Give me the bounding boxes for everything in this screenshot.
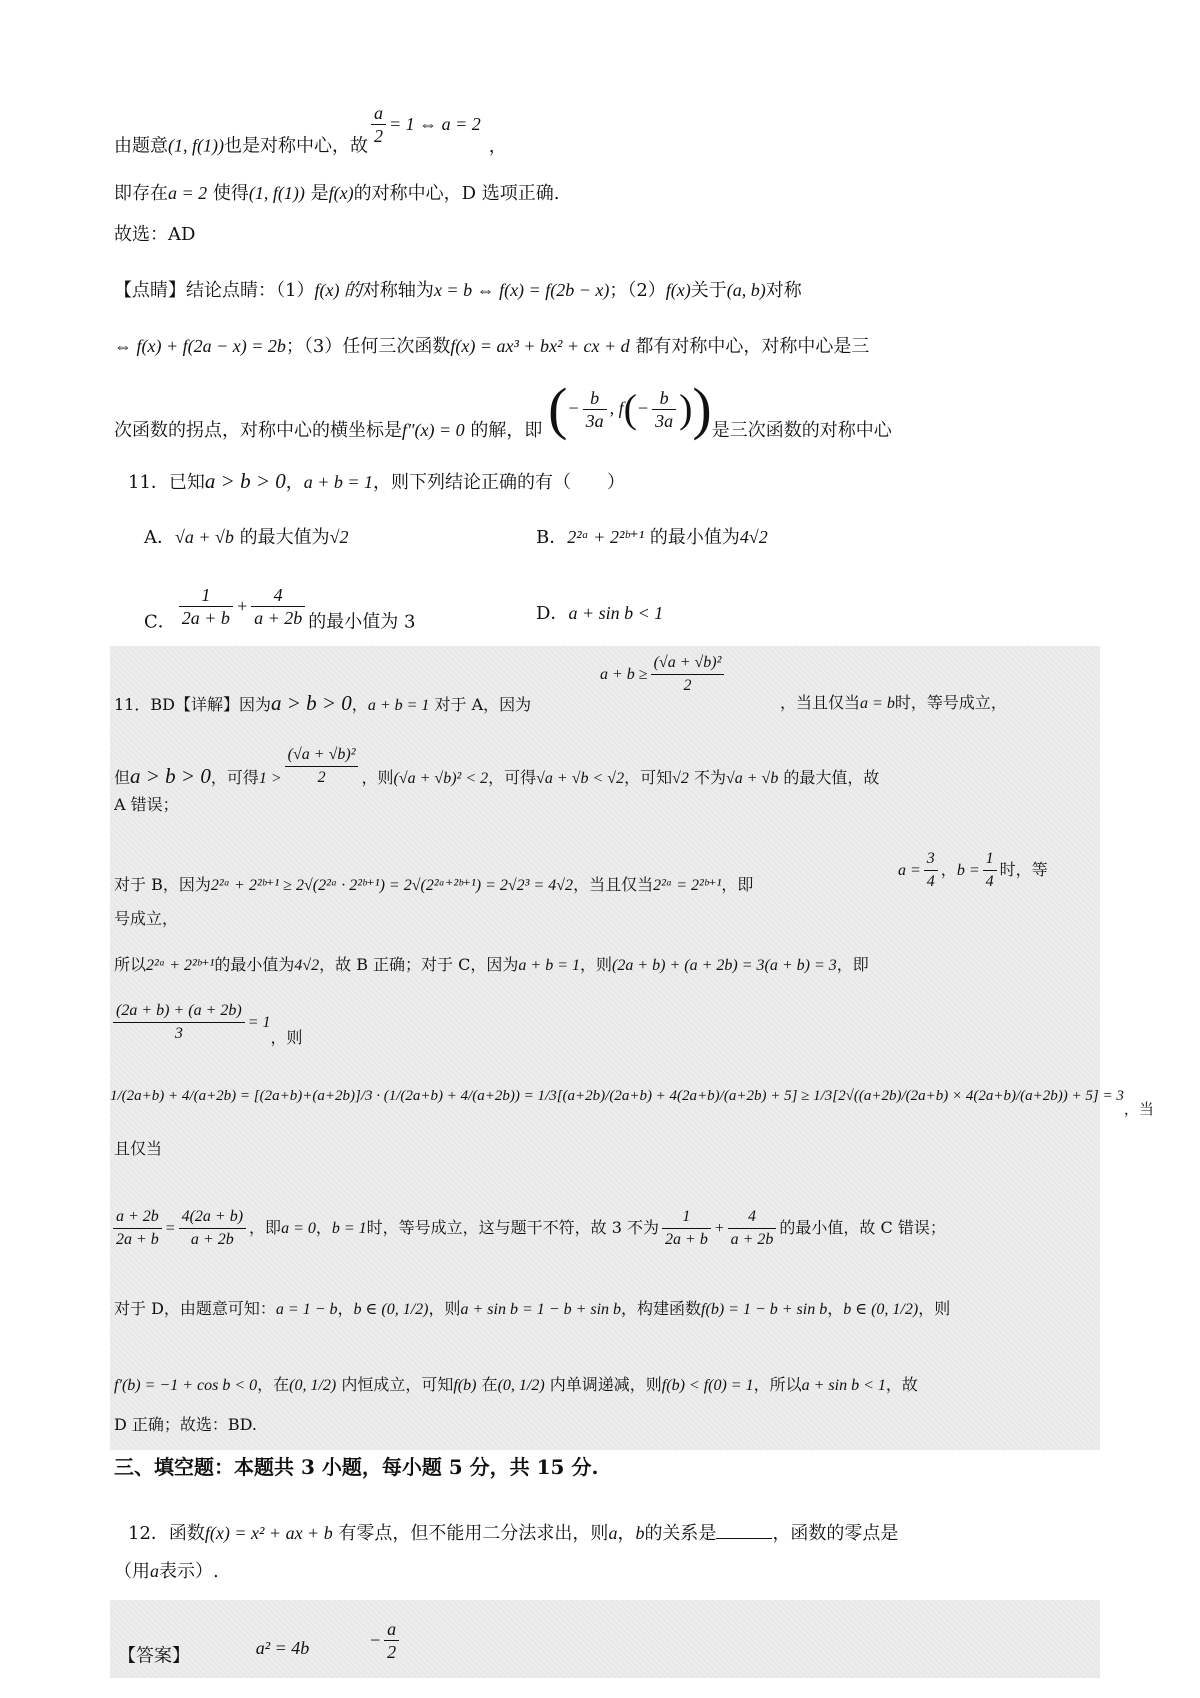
text: 对称轴为 [361, 280, 434, 301]
math: f(x) = x² + ax + b [204, 1523, 333, 1543]
text: 的最小值，故 C 错误； [779, 1218, 946, 1237]
math: a [150, 1561, 159, 1581]
text: 且仅当 [114, 1139, 163, 1158]
math: f″(x) = 0 [402, 420, 465, 440]
text: ，则 [361, 768, 394, 787]
math: a > b > 0 [204, 469, 286, 493]
text: ，即 [721, 875, 754, 894]
text: 在 [481, 1375, 498, 1394]
math: (1, f(1)) [168, 135, 224, 156]
math: a + sin b < 1 [568, 603, 664, 623]
solution-line [114, 906, 178, 932]
text: 的对称中心，D 选项正确. [353, 183, 560, 204]
text: ，可知 [624, 768, 673, 787]
solution-line: a + b ≥ $\frac{\text{(√a + √b)²}}{2}$ [600, 652, 727, 697]
text: ，即 [249, 1218, 282, 1237]
text: ， [827, 1299, 844, 1318]
text: 【点睛】结论点睛：（1） [114, 280, 315, 301]
math: (√a + √b)² < 2 [393, 770, 489, 787]
text: ；（3）任何三次函数 [285, 336, 451, 357]
text: 时，等号成立， [894, 693, 1007, 712]
math: (2a + b) + (a + 2b) = 3(a + b) = 3 [612, 957, 837, 974]
math: 1 > [258, 770, 282, 787]
text: D 正确；故选：BD. [114, 1415, 258, 1434]
answer-value: − [369, 1629, 382, 1650]
text: 次函数的拐点，对称中心的横坐标是 [114, 420, 402, 441]
solution-line: $\frac{(2a + b) + (a + 2b)}{3}$ = 1，则 [110, 1000, 303, 1045]
text: 对于 D，由题意可知： [114, 1299, 276, 1318]
text: 使得 [212, 183, 249, 204]
text: ， [940, 860, 957, 879]
math: b ∈ (0, 1/2) [843, 1301, 919, 1318]
text: ；（2） [609, 280, 666, 301]
math: a > b > 0 [270, 691, 352, 715]
text: 时，等 [999, 860, 1048, 879]
section-title: 三、填空题：本题共 3 小题，每小题 5 分，共 15 分. [114, 1455, 599, 1479]
text: 关于 [690, 280, 727, 301]
math: f(b) = 1 − b + sin b [701, 1301, 828, 1318]
text: 的关系是 [644, 1523, 717, 1544]
math: a = 0 [281, 1220, 316, 1237]
text: ，即 [836, 955, 869, 974]
text: 的最大值为 [239, 527, 330, 548]
text: ， [351, 695, 368, 714]
math: a + sin b < 1 [801, 1377, 886, 1394]
math: a = b [860, 695, 895, 712]
math: f(x) [665, 280, 691, 300]
option-label: B． [536, 527, 568, 548]
text: 时，等号成立，这与题干不符，故 3 不为 [366, 1218, 660, 1237]
text: 内恒成立，可知 [341, 1375, 454, 1394]
text: ，当 [1123, 1100, 1154, 1118]
math: a + b = 1 [518, 957, 580, 974]
text: 由题意 [114, 135, 168, 157]
text: 12．函数 [128, 1523, 205, 1544]
math: f(x) = ax³ + bx² + cx + d [450, 336, 630, 356]
math: (a, b) [726, 280, 766, 300]
answer-blank[interactable] [716, 1538, 772, 1539]
math: ⇔ f(x) + f(2a − x) = 2b [114, 336, 286, 356]
answer-fraction: $\frac{a}{2}$ [384, 1618, 399, 1663]
question-11 [128, 468, 625, 496]
solution-line [114, 1296, 950, 1323]
solution-line [780, 690, 1007, 717]
math: f′(b) = −1 + cos b < 0 [114, 1377, 258, 1394]
text-line [114, 376, 892, 460]
math: a > b > 0 [130, 764, 211, 788]
text: ，则 [270, 1028, 303, 1047]
math: (0, 1/2) [497, 1377, 545, 1394]
text: （用 [114, 1561, 150, 1582]
text: 的最小值为 [214, 955, 295, 974]
option-label: A． [144, 527, 175, 548]
text: ，则 [428, 1299, 461, 1318]
math: 2²ᵃ + 2²ᵇ⁺¹ [146, 957, 215, 974]
solution-line: a = $\frac{3}{4}$ ，b = $\frac{1}{4}$ 时，等 [898, 850, 1048, 890]
math: a = 1 − b [275, 1301, 338, 1318]
math: b ∈ (0, 1/2) [353, 1301, 429, 1318]
solution-line: $\frac{a + 2b}{2a + b}$ = $\frac{4(2a + b)}{a + 2b}$ ，即a = 0，b = 1时，等号成立，这与题干不符，故 3 不为 $\frac{1}{2a + b}$ + $\frac{4}{a + 2b}$ 的最小值，故 C 错误； [110, 1206, 946, 1251]
math: = 1 ⇔ a = 2 [388, 113, 481, 134]
solution-line [114, 1412, 257, 1438]
math: 2²ᵃ = 2²ᵇ⁺¹ [653, 877, 722, 894]
math: a + sin b = 1 − b + sin b [460, 1301, 622, 1318]
math: 4√2 [294, 957, 320, 974]
solution-line [114, 872, 753, 899]
solution-line [114, 952, 869, 979]
math: a + b = 1 [303, 472, 374, 492]
section-heading [114, 1452, 598, 1482]
text: ，则下列结论正确的有（ ） [373, 472, 626, 493]
text: 的最大值，故 [783, 768, 880, 787]
math: f(x) 的 [314, 280, 362, 300]
answer-value: a² = 4b [255, 1637, 310, 1658]
symmetry-center-formula: (− $\frac{b}{3a}$ , f(− $\frac{b}{3a}$ )) [548, 376, 712, 441]
text: 11．已知 [128, 472, 205, 493]
text: ，则 [579, 955, 612, 974]
text: ， [617, 1523, 636, 1544]
text: 所以 [114, 955, 147, 974]
text: ，则 [918, 1299, 951, 1318]
text-line [114, 103, 507, 169]
math: = 1 [247, 1014, 271, 1031]
question-12 [128, 1520, 898, 1547]
solution-line [110, 1082, 1154, 1118]
text-line [114, 180, 559, 207]
solution-line: 但a > b > 0，可得1 > $\frac{\text{(√a + √b)²}}{2}$ ，则(√a + √b)² < 2，可得√a + √b < √2，可知√2 不为√a + √b 的最大值，故 [114, 746, 880, 788]
solution-line [114, 690, 531, 719]
text: 有零点，但不能用二分法求出，则 [338, 1523, 609, 1544]
text-line [114, 277, 802, 304]
text: 对称 [765, 280, 802, 301]
text-line [114, 222, 195, 248]
text: 也是对称中心，故 [223, 135, 368, 157]
text: 故选：AD [114, 224, 196, 245]
solution-line [114, 792, 179, 818]
text: 的最小值为 3 [308, 611, 416, 633]
math: b [635, 1523, 645, 1543]
fraction: $\frac{a}{2}$ [371, 102, 386, 147]
option-c: C． $\frac{1}{2a + b}$ + $\frac{4}{a + 2b}$ 的最小值为 3 [144, 585, 416, 633]
math: a [608, 1523, 618, 1543]
math: 2²ᵃ + 2²ᵇ⁺¹ [567, 527, 645, 547]
math: 2²ᵃ + 2²ᵇ⁺¹ ≥ 2√(2²ᵃ · 2²ᵇ⁺¹) = 2√(2²ᵃ⁺²ᵇ⁺¹) = 2√2³ = 4√2 [210, 877, 574, 894]
option-label: D． [536, 603, 569, 624]
option-d [536, 600, 663, 627]
text: 不为 [693, 768, 726, 787]
math: a = 2 [168, 183, 208, 203]
text: 是 [310, 183, 329, 204]
text: 的解，即 [470, 420, 543, 441]
text: ，故 [885, 1375, 918, 1394]
math: x = b ⇔ f(x) = f(2b − x) [433, 280, 610, 300]
option-label: C． [144, 611, 176, 633]
text: ，函数的零点是 [772, 1523, 899, 1544]
math: b = 1 [331, 1220, 367, 1237]
text: ，可得 [210, 768, 259, 787]
answer-line [118, 1619, 402, 1679]
text: 是三次函数的对称中心 [711, 420, 892, 441]
text-line [114, 333, 869, 360]
text: 内单调递减，则 [549, 1375, 662, 1394]
text: ， [315, 1218, 332, 1237]
text: ，当且仅当 [780, 693, 861, 712]
text: 的最小值为 [649, 527, 740, 548]
question-12-cont [114, 1558, 219, 1585]
math: 1/(2a+b) + 4/(a+2b) = [(2a+b)+(a+2b)]/3 · (1/(2a+b) + 4/(a+2b)) = 1/3[(a+2b)/(2a+b) + 4(2a+b)/(a+2b) + 5] ≥ 1/3[2√((a+2b)/(2a+b) × 4(2a+b)/(a+2b)) + 5] = 3 [110, 1088, 1124, 1104]
math: √a + √b [175, 527, 234, 547]
text: A 错误； [114, 795, 179, 814]
math: √2 [329, 527, 349, 547]
math: a + b = 1 [367, 697, 430, 714]
text: 11．BD【详解】因为 [114, 695, 271, 714]
text: ， [337, 1299, 354, 1318]
text: 对于 A，因为 [434, 695, 532, 714]
math: f(b) [453, 1377, 477, 1394]
math: a = [898, 862, 921, 879]
math: √a + √b < √2 [536, 770, 625, 787]
solution-line [114, 1136, 162, 1162]
text: ，当且仅当 [573, 875, 654, 894]
math: b = [956, 862, 980, 879]
solution-line [114, 1372, 918, 1399]
option-a [144, 524, 349, 551]
text: ， [285, 472, 304, 493]
text: 但 [114, 768, 131, 787]
text: ，可得 [488, 768, 537, 787]
text: ，构建函数 [621, 1299, 702, 1318]
answer-label: 【答案】 [118, 1645, 190, 1667]
text: ，故 B 正确；对于 C，因为 [319, 955, 519, 974]
text: 表示）. [159, 1561, 219, 1582]
text: 即存在 [114, 183, 168, 204]
math: √a + √b [725, 770, 779, 787]
text: ，所以 [753, 1375, 802, 1394]
text: 号成立， [114, 909, 179, 928]
text: 对于 B，因为 [114, 875, 211, 894]
math: f(x) [328, 183, 354, 203]
text: 都有对称中心，对称中心是三 [635, 336, 870, 357]
math: √2 [672, 770, 689, 787]
math: f(b) < f(0) = 1 [661, 1377, 754, 1394]
math: (0, 1/2) [289, 1377, 337, 1394]
text: ， [488, 135, 507, 157]
math: a + b ≥ [600, 666, 648, 683]
math: (1, f(1)) [248, 183, 305, 203]
math: 4√2 [739, 527, 768, 547]
text: ，在 [257, 1375, 290, 1394]
option-b [536, 524, 768, 551]
